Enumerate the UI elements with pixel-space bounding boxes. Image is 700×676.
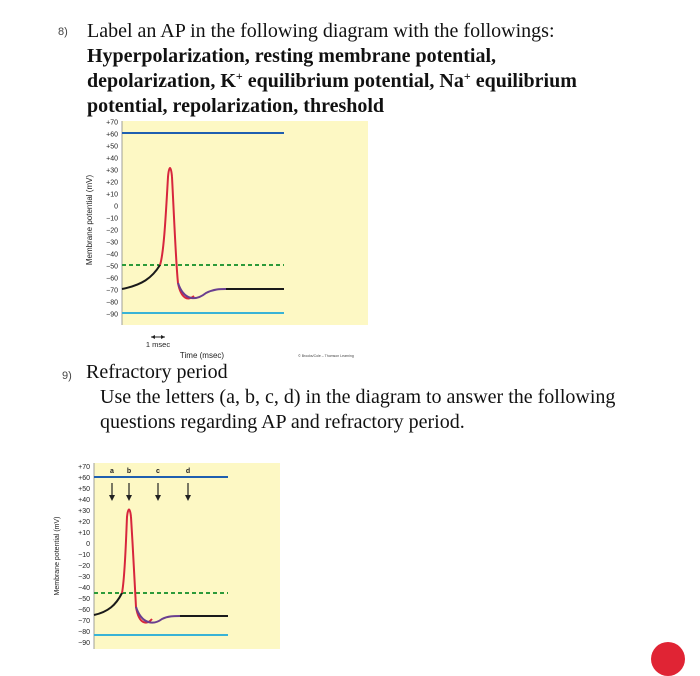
- y-tick: −30: [106, 239, 118, 247]
- question-9-line-2: questions regarding AP and refractory period.: [100, 411, 465, 433]
- marker-d-label: d: [185, 468, 191, 475]
- y-tick: −70: [78, 618, 90, 625]
- question-8-terms-line-3: potential, repolarization, threshold: [87, 95, 385, 117]
- question-8-number: 8): [58, 26, 68, 38]
- marker-b-label: b: [126, 468, 132, 475]
- diagram-1-credit: © Brooks/Cole – Thomson Learning: [298, 354, 354, 358]
- y-tick: −30: [78, 574, 90, 581]
- y-tick: 0: [114, 203, 118, 211]
- y-tick: +20: [106, 179, 118, 187]
- y-tick: −90: [78, 640, 90, 647]
- y-tick: −90: [106, 311, 118, 319]
- question-9-line-1: Use the letters (a, b, c, d) in the diagram to answer the following: [100, 386, 616, 408]
- y-tick: +10: [106, 191, 118, 199]
- question-8-prompt: Label an AP in the following diagram with the followings:: [87, 20, 555, 42]
- y-tick: 0: [86, 541, 90, 548]
- y-tick: +50: [106, 143, 118, 151]
- y-tick: +40: [78, 497, 90, 504]
- y-tick: −20: [106, 227, 118, 235]
- y-tick: −70: [106, 287, 118, 295]
- y-tick: +70: [78, 464, 90, 471]
- y-tick: −10: [106, 215, 118, 223]
- y-tick: +10: [78, 530, 90, 537]
- question-9-title: Refractory period: [86, 361, 228, 383]
- action-potential-diagram-1: [80, 115, 380, 365]
- y-tick: −40: [106, 251, 118, 259]
- action-potential-diagram-2: [50, 459, 280, 649]
- question-9-number: 9): [62, 370, 72, 382]
- y-tick: −60: [78, 607, 90, 614]
- diagram-1-panel: [122, 121, 368, 325]
- diagram-2-y-label: Membrane potential (mV): [54, 516, 61, 596]
- y-tick: +60: [106, 131, 118, 139]
- question-8-terms-line-1: Hyperpolarization, resting membrane potential,: [87, 45, 497, 67]
- y-tick: −40: [78, 585, 90, 592]
- y-tick: +40: [106, 155, 118, 163]
- diagram-2-y-ticks: [78, 464, 90, 647]
- diagram-1-x-label: Time (msec): [179, 351, 225, 360]
- marker-a-label: a: [110, 468, 114, 475]
- scale-bar: [151, 335, 165, 339]
- y-tick: −50: [106, 263, 118, 271]
- y-tick: −50: [78, 596, 90, 603]
- y-tick: +70: [106, 119, 118, 127]
- scale-bar-label: 1 msec: [145, 340, 171, 349]
- y-tick: +30: [106, 167, 118, 175]
- y-tick: +50: [78, 486, 90, 493]
- y-tick: −20: [78, 563, 90, 570]
- diagram-1-y-ticks: [106, 120, 118, 319]
- y-tick: +60: [78, 475, 90, 482]
- y-tick: −80: [78, 629, 90, 636]
- diagram-1-y-label: Membrane potential (mV): [85, 174, 94, 266]
- question-8-terms-line-2: depolarization, K+ equilibrium potential, Na+ equilibrium: [87, 69, 577, 92]
- y-tick: −60: [106, 275, 118, 283]
- diagram-2-panel: [94, 463, 280, 649]
- y-tick: −80: [106, 299, 118, 307]
- y-tick: −10: [78, 552, 90, 559]
- y-tick: +20: [78, 519, 90, 526]
- y-tick: +30: [78, 508, 90, 515]
- corner-badge: [651, 642, 685, 676]
- marker-c-label: c: [156, 468, 160, 475]
